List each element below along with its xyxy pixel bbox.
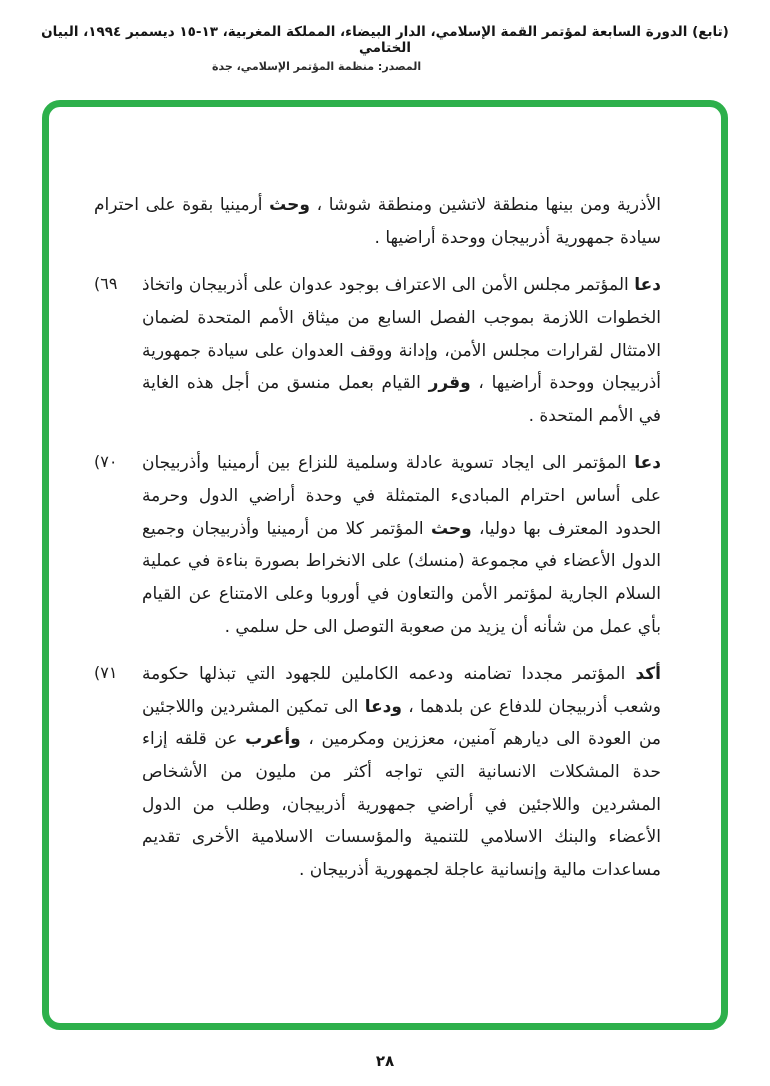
paragraph-number: (٧١ xyxy=(94,663,118,683)
paragraph-number: (٦٩ xyxy=(94,274,118,294)
body-paragraphs xyxy=(49,107,721,1023)
paragraph-text: دعا المؤتمر الى ايجاد تسوية عادلة وسلمية للنزاع بين أرمينيا وأذربيجان على أساس احترام المبادىء المتمثلة في وحدة أراضي الدول وحرمة الحدود المعترف بها دوليا، وحث المؤتمر كلا من أرمينيا وأذربيجان وجميع الدول الأعضاء في مجموعة (منسك) على الانخراط بصورة بناءة في عملية السلام الجارية لمؤتمر الأمن والتعاون في أوروبا وعلى الامتناع عن القيام بأي عمل من شأنه أن يزيد من صعوبة التوصل الى حل سلمي . xyxy=(142,453,662,637)
paragraph xyxy=(94,658,661,886)
document-title: (تابع) الدورة السابعة لمؤتمر القمة الإسلامي، الدار البيضاء، المملكة المغربية، ١٣-١٥ ديسمبر ١٩٩٤، البيان الختامي xyxy=(41,24,729,56)
page-frame xyxy=(42,100,728,1030)
page-number: ٢٨ xyxy=(375,1052,395,1070)
paragraph xyxy=(94,269,661,432)
document-source: المصدر: منظمة المؤتمر الإسلامي، جدة xyxy=(212,60,422,73)
paragraph-number: (٧٠ xyxy=(94,452,118,472)
paragraph-text: أكد المؤتمر مجددا تضامنه ودعمه الكاملين للجهود التي تبذلها حكومة وشعب أذربيجان للدفاع عن بلدهما ، ودعا الى تمكين المشردين واللاجئين من العودة الى ديارهم آمنين، معززين ومكرمين ، وأعرب عن قلقه إزاء حدة المشكلات الانسانية التي تواجه أكثر من مليون من الأشخاص المشردين واللاجئين في أراضي جمهورية أذربيجان، وطلب من الدول الأعضاء والبنك الاسلامي للتنمية والمؤسسات الاسلامية الأخرى تقديم مساعدات مالية وإنسانية عاجلة لجمهورية أذربيجان . xyxy=(142,664,662,880)
page-header xyxy=(0,24,770,73)
paragraph-text: دعا المؤتمر مجلس الأمن الى الاعتراف بوجود عدوان على أذربيجان واتخاذ الخطوات اللازمة بموجب الفصل السابع من ميثاق الأمم المتحدة لضمان الامتثال لقرارات مجلس الأمن، وإدانة ووقف العدوان على سيادة جمهورية أذربيجان ووحدة أراضيها ، وقرر القيام بعمل منسق من أجل هذه الغاية في الأمم المتحدة . xyxy=(142,275,661,426)
paragraph-text: الأذرية ومن بينها منطقة لاتشين ومنطقة شوشا ، وحث أرمينيا بقوة على احترام سيادة جمهورية أذربيجان ووحدة أراضيها . xyxy=(94,195,661,248)
paragraph xyxy=(94,189,661,254)
paragraph xyxy=(94,447,661,643)
